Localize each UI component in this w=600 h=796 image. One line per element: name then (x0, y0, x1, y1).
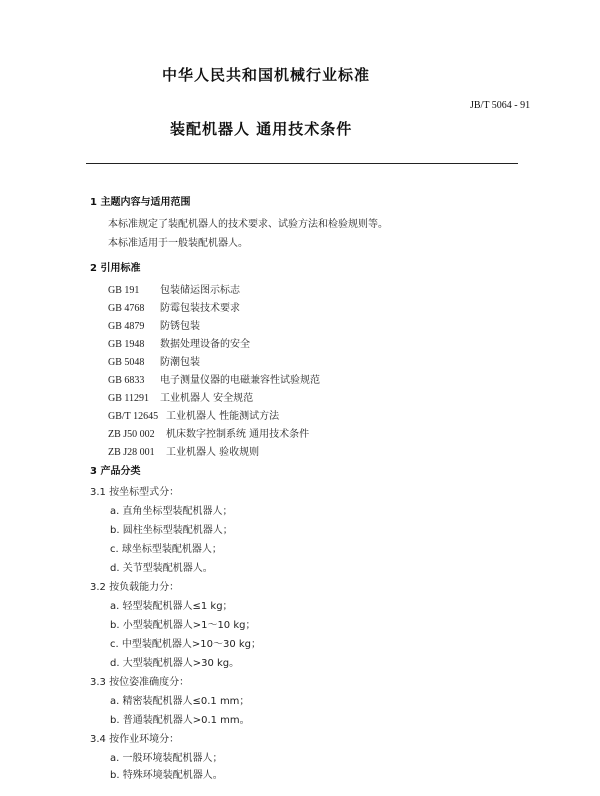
reference-code: ZB J28 001 (108, 447, 155, 458)
list-item: a. 一般环境装配机器人； (110, 753, 223, 764)
reference-row (108, 353, 200, 368)
reference-row (108, 425, 309, 440)
section-1-para-1: 本标准规定了装配机器人的技术要求、试验方法和检验规则等。 (108, 219, 388, 230)
section-2-heading: 2 引用标准 (90, 263, 141, 274)
reference-row (108, 443, 259, 458)
reference-row (108, 371, 320, 386)
reference-name: 工业机器人 性能测试方法 (166, 411, 280, 422)
reference-row (108, 317, 200, 332)
reference-row (108, 407, 279, 422)
section-1-heading: 1 主题内容与适用范围 (90, 197, 191, 208)
document-title: 装配机器人 通用技术条件 (170, 120, 353, 138)
reference-name: 电子测量仪器的电磁兼容性试验规范 (160, 375, 320, 386)
list-item: a. 精密装配机器人≤0.1 mm； (110, 696, 250, 707)
reference-name: 包装储运图示标志 (160, 285, 240, 296)
reference-code: GB 6833 (108, 375, 145, 386)
reference-code: GB 191 (108, 285, 140, 296)
reference-name: 数据处理设备的安全 (160, 339, 250, 350)
reference-name: 工业机器人 验收规则 (166, 447, 260, 458)
reference-row (108, 389, 253, 404)
reference-name: 机床数字控制系统 通用技术条件 (166, 429, 310, 440)
list-item: d. 大型装配机器人>30 kg。 (110, 658, 240, 669)
reference-code: GB 5048 (108, 357, 145, 368)
header-rule (86, 163, 518, 164)
clause-3-1-label: 3.1 按坐标型式分： (90, 487, 180, 498)
clause-3-3-label: 3.3 按位姿准确度分： (90, 677, 190, 688)
reference-code: GB 4768 (108, 303, 145, 314)
standard-code: JB/T 5064 - 91 (470, 100, 531, 111)
clause-3-2-label: 3.2 按负载能力分： (90, 582, 180, 593)
list-item: b. 圆柱坐标型装配机器人； (110, 525, 233, 536)
list-item: b. 普通装配机器人>0.1 mm。 (110, 715, 250, 726)
reference-name: 工业机器人 安全规范 (160, 393, 254, 404)
reference-name: 防霉包装技术要求 (160, 303, 240, 314)
list-item: d. 关节型装配机器人。 (110, 563, 213, 574)
standard-body-header: 中华人民共和国机械行业标准 (162, 66, 371, 84)
section-1-para-2: 本标准适用于一般装配机器人。 (108, 238, 248, 249)
list-item: a. 直角坐标型装配机器人； (110, 506, 233, 517)
reference-name: 防锈包装 (160, 321, 200, 332)
list-item: a. 轻型装配机器人≤1 kg； (110, 601, 233, 612)
reference-code: GB/T 12645 (108, 411, 159, 422)
reference-row (108, 299, 240, 314)
reference-row (108, 281, 240, 296)
section-3-heading: 3 产品分类 (90, 466, 141, 477)
reference-name: 防潮包装 (160, 357, 200, 368)
list-item: b. 特殊环境装配机器人。 (110, 770, 223, 781)
clause-3-4-label: 3.4 按作业环境分： (90, 734, 180, 745)
reference-code: GB 4879 (108, 321, 145, 332)
reference-code: GB 11291 (108, 393, 150, 404)
list-item: c. 球坐标型装配机器人； (110, 544, 222, 555)
reference-row (108, 335, 250, 350)
reference-code: GB 1948 (108, 339, 145, 350)
list-item: b. 小型装配机器人>1～10 kg； (110, 620, 256, 631)
reference-code: ZB J50 002 (108, 429, 155, 440)
list-item: c. 中型装配机器人>10～30 kg； (110, 639, 262, 650)
